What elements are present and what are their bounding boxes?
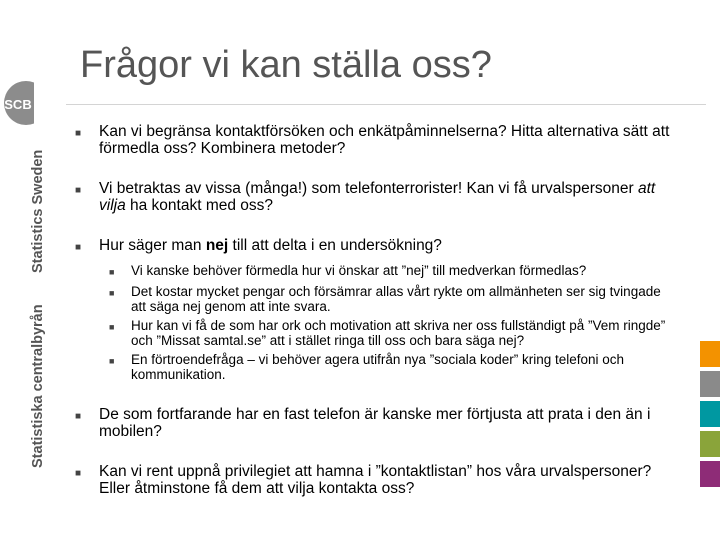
sub-list-item: ■ Hur kan vi få de som har ork och motivation att skriva ner oss fullständigt på ”Vem ringde” och ”Missat samtal.se” att i stället ringa till oss och bara säga nej? [109,317,666,348]
swatch-teal [700,401,720,427]
brand-statistiska-centralbyran: Statistiska centralbyrån [30,304,46,468]
sub-bullet-square-icon: ■ [109,287,115,298]
list-item [75,123,675,157]
swatch-gray [700,371,720,397]
bullet-text: Kan vi rent uppnå privilegiet att hamna i ”kontaktlistan” hos våra urvalspersoner? Eller åtminstone få dem att vilja kontakta oss? [99,462,652,497]
bullet-text: Kan vi begränsa kontaktförsöken och enkätpåminnelserna? Hitta alternativa sätt att förmedla oss? Kombinera metoder? [99,123,670,157]
bullet-square-icon: ■ [75,410,82,422]
list-item [75,406,675,440]
sub-list [75,263,675,383]
sub-bullet-square-icon: ■ [109,321,115,332]
list-item [75,463,675,497]
swatch-purple [700,461,720,487]
sub-list-item: ■ Det kostar mycket pengar och försämrar allas vårt rykte om allmänheten ser sig tvingade att säga nej genom att inte svara. [109,283,661,314]
logo-text: SCB [4,97,32,112]
bullet-text: De som fortfarande har en fast telefon är kanske mer förtjusta att prata i den än i mobilen? [99,405,651,440]
bullet-text: Vi betraktas av vissa (många!) som telefonterrorister! Kan vi få urvalspersoner att vilja ha kontakt med oss? [99,180,656,214]
bullet-square-icon: ■ [75,185,82,196]
bullet-square-icon: ■ [75,128,82,139]
sub-list-item: ■ En förtroendefråga – vi behöver agera utifrån nya ”sociala koder” kring telefoni och kommunikation. [109,351,625,382]
bullet-square-icon: ■ [75,467,82,479]
title-divider [66,104,706,105]
bullet-text: Hur säger man nej till att delta i en undersökning? [99,237,442,254]
scb-logo-icon [4,78,34,128]
swatch-orange [700,341,720,367]
swatch-green [700,431,720,457]
page-title: Frågor vi kan ställa oss? [80,44,492,86]
sub-bullet-square-icon: ■ [109,267,115,277]
sub-list-item: ■ Vi kanske behöver förmedla hur vi önskar att ”nej” till medverkan förmedlas? [109,263,675,281]
bullet-square-icon: ■ [75,242,82,253]
brand-statistics-sweden: Statistics Sweden [30,149,46,273]
list-item [75,180,675,214]
strong-text: nej [205,237,229,254]
list-item [75,237,675,256]
sub-bullet-square-icon: ■ [109,355,115,366]
slide-content [75,120,675,497]
emphasis-text: att vilja [99,180,656,214]
